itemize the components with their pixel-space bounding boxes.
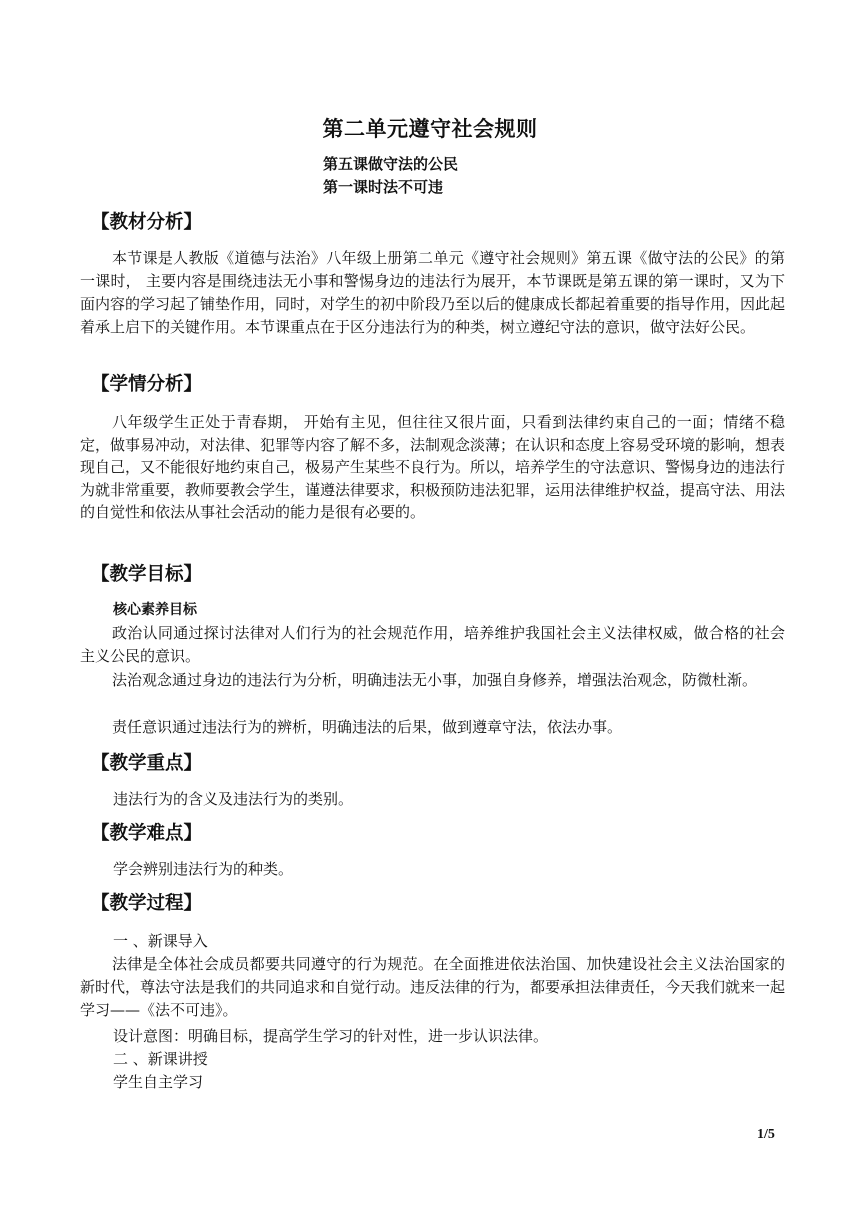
process-intro-paragraph: 法律是全体社会成员都要共同遵守的行为规范。在全面推进依法治国、加快建设社会主义法治国家的新时代，尊法守法是我们的共同追求和自觉行动。违反法律的行为，都要承担法律责任，今天我们就来一起学习——《法不可违》。 [80,955,786,1019]
section-heading-student-analysis: 【学情分析】 [91,374,203,395]
period-subtitle: 第一课时法不可违 [323,178,444,196]
key-points-text: 违法行为的含义及违法行为的类别。 [113,790,354,808]
objective-responsibility: 责任意识通过违法行为的辨析，明确违法的后果，做到遵章守法，依法办事。 [112,718,623,736]
process-design-intent: 设计意图：明确目标，提高学生学习的针对性，进一步认识法律。 [113,1027,549,1045]
section-heading-difficulties: 【教学难点】 [91,823,203,844]
document-title: 第二单元遵守社会规则 [322,117,538,141]
section-heading-objectives: 【教学目标】 [91,564,203,585]
process-step-intro: 一 、新课导入 [113,932,208,950]
process-step-new-lesson: 二 、新课讲授 [113,1050,208,1068]
material-analysis-paragraph: 本节课是人教版《道德与法治》八年级上册第二单元《遵守社会规则》第五课《做守法的公民》的第一课时， 主要内容是围绕违法无小事和警惕身边的违法行为展开，本节课既是第五课的第一课时，又为下面内容的学习起了铺垫作用，同时，对学生的初中阶段乃至以后的健康成长都起着重要的指导作用，因此起着承上启下的关键作用。本节课重点在于区分违法行为的种类，树立遵纪守法的意识，做守法好公民。 [80,249,786,336]
core-literacy-subheading: 核心素养目标 [113,602,197,618]
objective-political-identity: 政治认同通过探讨法律对人们行为的社会规范作用，培养维护我国社会主义法律权威，做合格的社会主义公民的意识。 [80,624,785,665]
student-analysis-paragraph: 八年级学生正处于青春期， 开始有主见，但往往又很片面，只看到法律约束自己的一面；情绪不稳定，做事易冲动，对法律、犯罪等内容了解不多，法制观念淡薄；在认识和态度上容易受环境的影响，想表现自己，又不能很好地约束自己，极易产生某些不良行为。所以，培养学生的守法意识、警惕身边的违法行为就非常重要，教师要教会学生，谨遵法律要求，积极预防违法犯罪，运用法律维护权益，提高守法、用法的自觉性和依法从事社会活动的能力是很有必要的。 [80,413,786,521]
section-heading-material-analysis: 【教材分析】 [91,212,203,233]
objective-rule-of-law: 法治观念通过身边的违法行为分析，明确违法无小事，加强自身修养，增强法治观念，防微杜渐。 [112,671,758,689]
section-heading-process: 【教学过程】 [91,893,203,914]
difficulties-text: 学会辨别违法行为的种类。 [113,860,294,878]
lesson-subtitle: 第五课做守法的公民 [323,155,459,173]
section-heading-key-points: 【教学重点】 [91,753,203,774]
process-self-study: 学生自主学习 [113,1073,204,1091]
page-number: 1/5 [757,1127,775,1142]
